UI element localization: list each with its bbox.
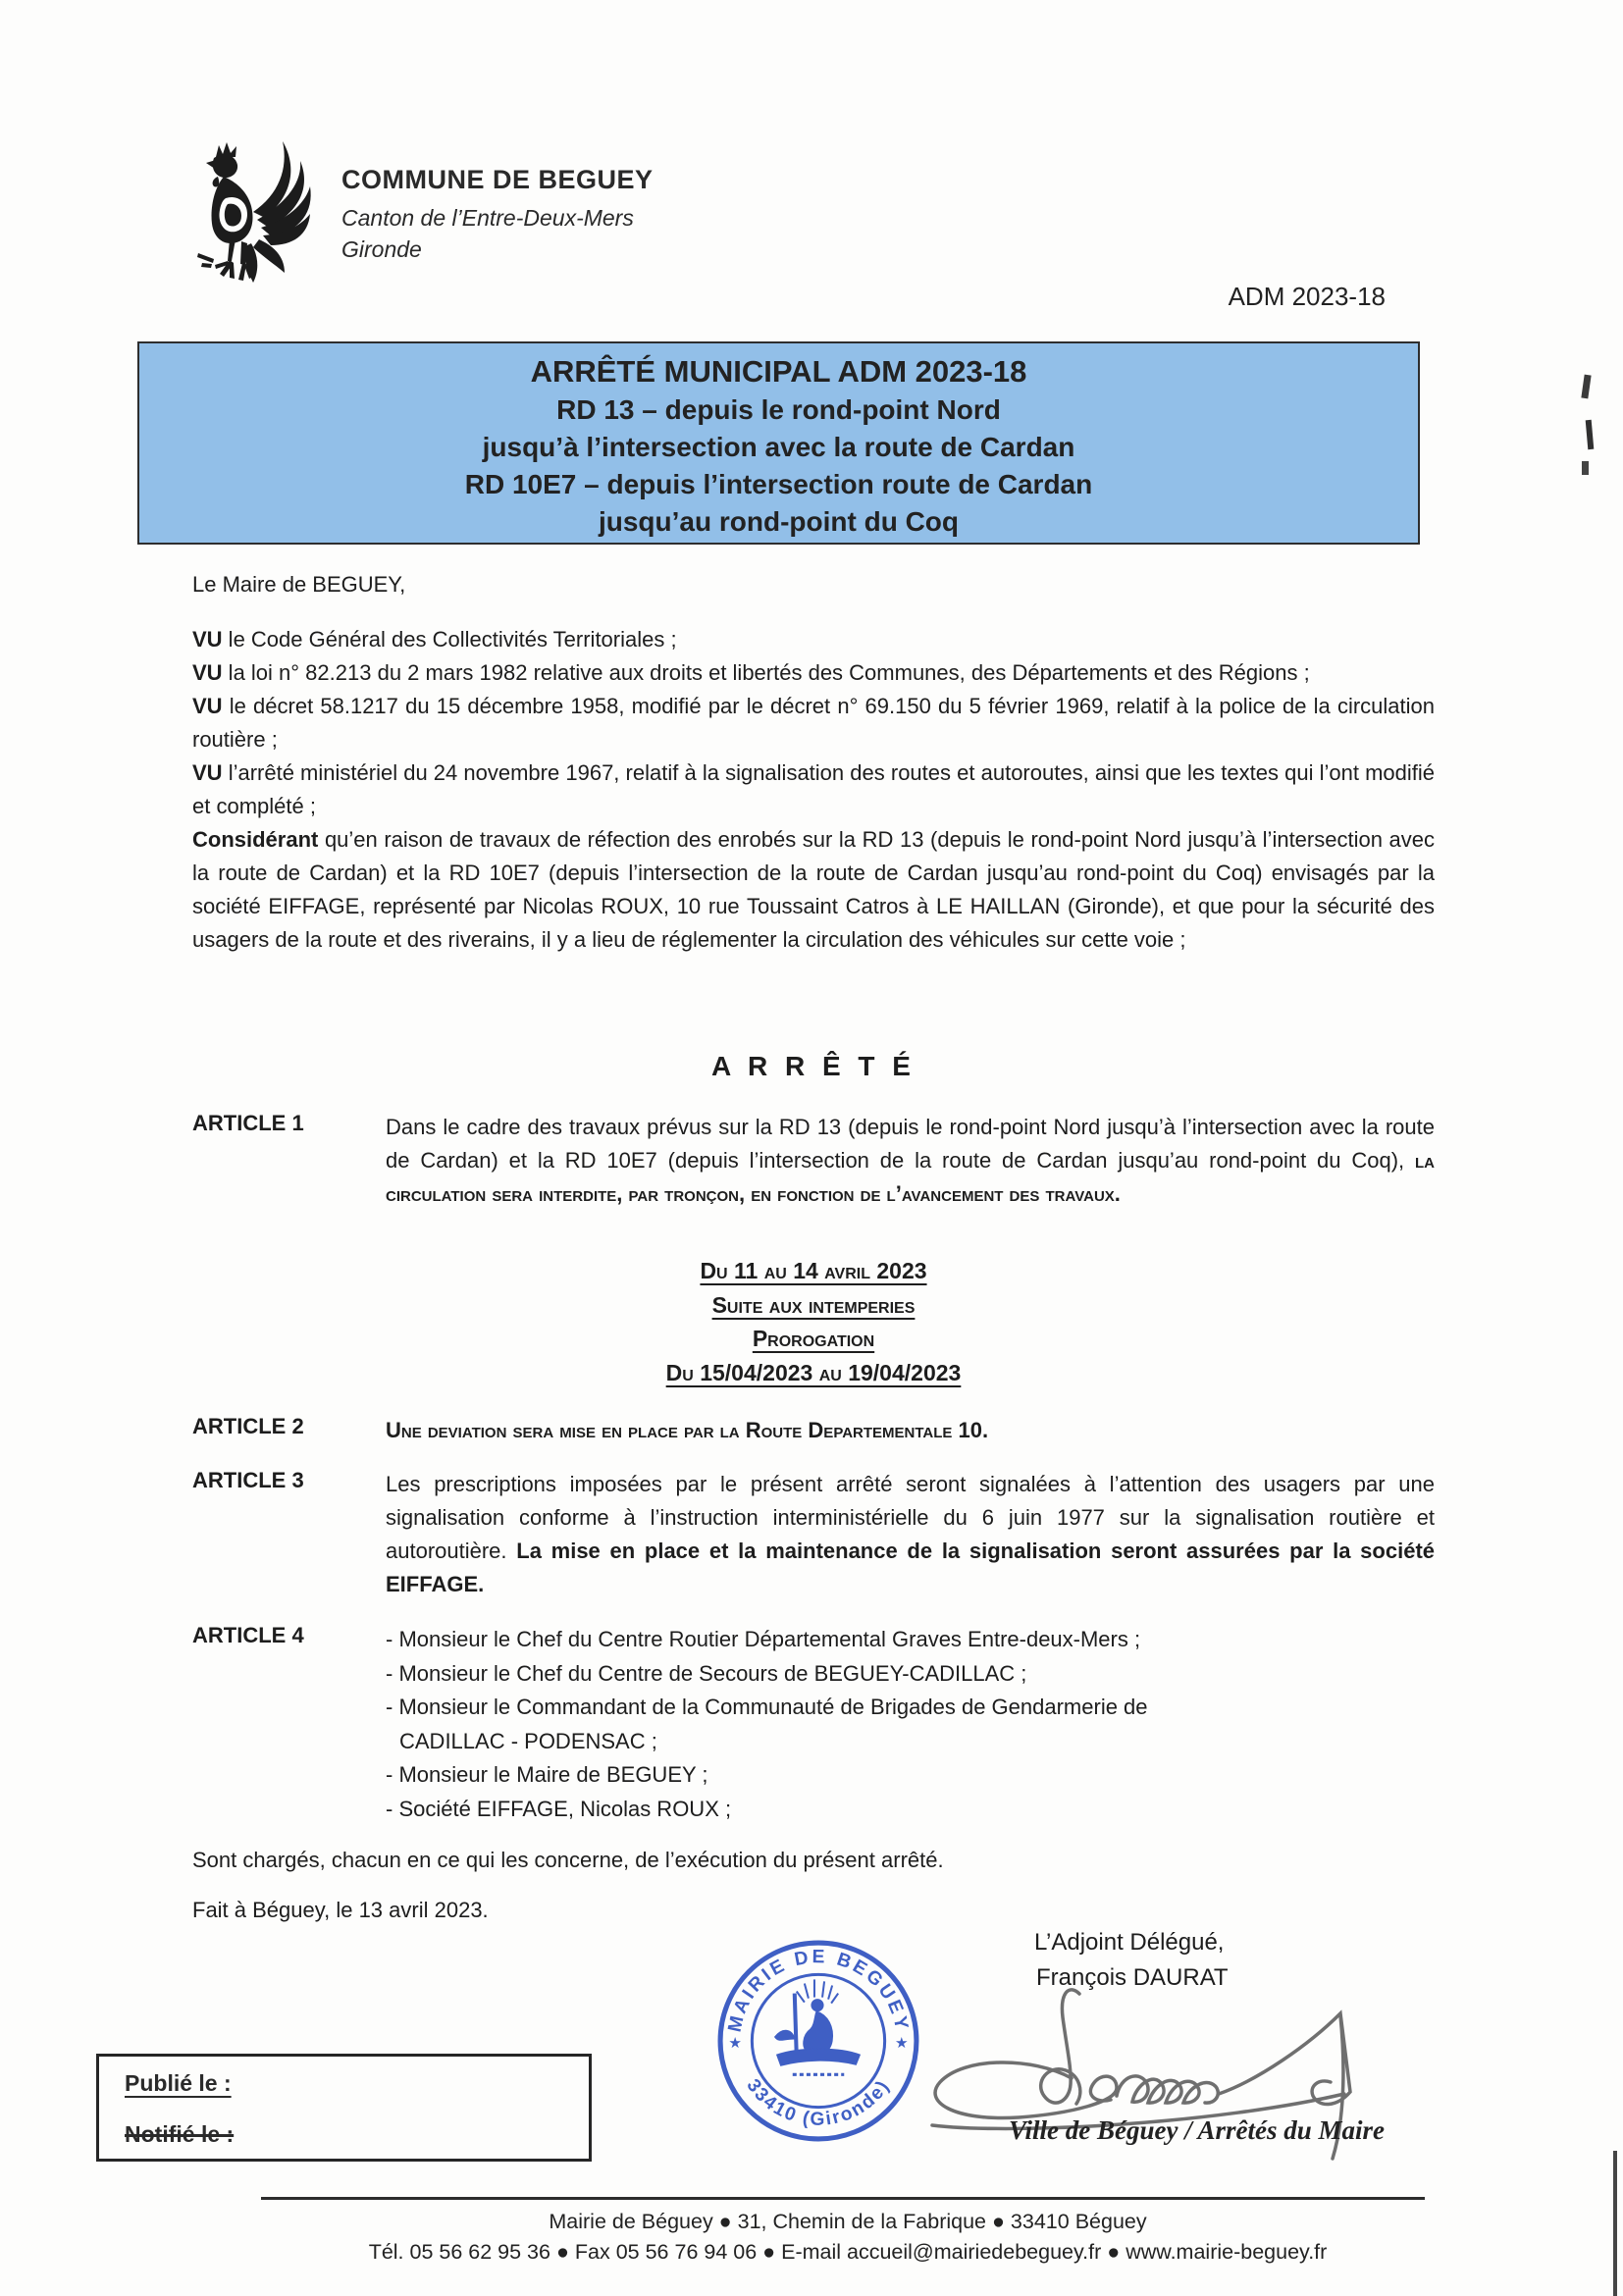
article-1-label: ARTICLE 1: [192, 1111, 304, 1135]
clause-lead: VU: [192, 627, 223, 652]
clause-lead: VU: [192, 760, 223, 785]
recipient-item: - Monsieur le Chef du Centre Routier Départemental Graves Entre-deux-Mers ;: [386, 1627, 1141, 1651]
date-place-line: Fait à Béguey, le 13 avril 2023.: [192, 1898, 489, 1922]
opening-line: Le Maire de BEGUEY,: [192, 572, 406, 597]
document-reference: ADM 2023-18: [1228, 282, 1386, 311]
article-1-text: Dans le cadre des travaux prévus sur la RD 13 (depuis le rond-point Nord jusqu’à l’intersection avec la route de Cardan) et la RD 10E7 (depuis l’intersection de la route de Cardan jusqu’au rond-point du Coq),: [386, 1115, 1435, 1173]
publish-box: [96, 2054, 592, 2162]
footer-divider: [261, 2197, 1425, 2200]
article-4-label: ARTICLE 4: [192, 1623, 304, 1647]
vu-clause: [192, 656, 1435, 690]
published-label: Publié le :: [125, 2070, 232, 2096]
clause-text: la loi n° 82.213 du 2 mars 1982 relative aux droits et libertés des Communes, des Départements et des Régions ;: [222, 660, 1310, 685]
article-1: [192, 1111, 1435, 1211]
title-line-3: jusqu’à l’intersection avec la route de Cardan: [482, 432, 1075, 462]
scan-edge-artifact: [1613, 2151, 1617, 2296]
scan-mark-artifact: [1581, 375, 1591, 399]
vu-clause: [192, 623, 1435, 656]
article-3: [192, 1468, 1435, 1601]
stamp-star-right-icon: ★: [895, 2035, 909, 2053]
article-2-body: [386, 1414, 1435, 1447]
clause-text: qu’en raison de travaux de réfection des enrobés sur la RD 13 (depuis le rond-point Nord jusqu’à l’intersection avec la route de Cardan) et la RD 10E7 (depuis l’intersection de la route de Cardan jusqu’au rond-point du Coq) envisagés par la société EIFFAGE, représenté par Nicolas ROUX, 10 rue Toussaint Catros à LE HAILLAN (Gironde), et que pour la sécurité des usagers de la route et des riverains, il y a lieu de réglementer la circulation des véhicules sur cette voie ;: [192, 827, 1435, 952]
article-3-body: [386, 1468, 1435, 1601]
title-line-2: RD 13 – depuis le rond-point Nord: [556, 394, 1001, 425]
recipient-item: - Société EIFFAGE, Nicolas ROUX ;: [386, 1796, 732, 1821]
canton-line: Canton de l’Entre-Deux-Mers: [341, 205, 634, 231]
vu-clause: [192, 690, 1435, 757]
stamp-top-text: MAIRIE DE BEGUEY: [724, 1947, 913, 2034]
closing-line: Sont chargés, chacun en ce qui les concerne, de l’exécution du présent arrêté.: [192, 1848, 944, 1872]
clause-text: le décret 58.1217 du 15 décembre 1958, modifié par le décret n° 69.150 du 5 février 1969, relatif à la police de la circulation routière ;: [192, 694, 1435, 752]
schedule-block: [192, 1254, 1435, 1389]
recipient-item: - Monsieur le Maire de BEGUEY ;: [386, 1762, 708, 1787]
title-line-5: jusqu’au rond-point du Coq: [598, 506, 960, 537]
stamp-emblem-icon: [775, 1979, 861, 2074]
clause-text: le Code Général des Collectivités Territoriales ;: [222, 627, 677, 652]
mairie-stamp: [714, 1937, 922, 2145]
signature-caption: Ville de Béguey / Arrêtés du Maire: [1009, 2115, 1385, 2145]
notified-label: Notifié le :: [125, 2121, 235, 2147]
considerant-clause: [192, 823, 1435, 957]
schedule-prorogation: Prorogation: [752, 1326, 875, 1351]
stamp-bottom-text: 33410 (Gironde): [742, 2075, 895, 2130]
footer-address: Mairie de Béguey ● 31, Chemin de la Fabrique ● 33410 Béguey: [549, 2210, 1147, 2233]
article-3-text: Les prescriptions imposées par le présent arrêté seront signalées à l’attention des usagers par une signalisation conforme à l’instruction interministérielle du 6 juin 1977 sur la signalisation routière et autoroutière.: [386, 1472, 1435, 1563]
recipient-item: - Monsieur le Commandant de la Communauté de Brigades de Gendarmerie de: [386, 1695, 1148, 1719]
commune-name: COMMUNE DE BEGUEY: [341, 165, 654, 194]
article-1-body: [386, 1111, 1435, 1211]
signatory-role: L’Adjoint Délégué,: [1034, 1929, 1225, 1956]
article-3-label: ARTICLE 3: [192, 1468, 304, 1492]
recipient-item: - Monsieur le Chef du Centre de Secours de BEGUEY-CADILLAC ;: [386, 1660, 1027, 1686]
arrete-title: ARRÊTÉ MUNICIPAL ADM 2023-18: [530, 354, 1027, 389]
scan-mark-artifact: [1586, 420, 1595, 449]
footer-contacts: Tél. 05 56 62 95 36 ● Fax 05 56 76 94 06 ● E-mail accueil@mairiedebeguey.fr ● www.mairie-beguey.fr: [368, 2240, 1328, 2264]
article-2-label: ARTICLE 2: [192, 1414, 304, 1438]
preamble: [192, 572, 1435, 957]
stamp-star-left-icon: ★: [728, 2035, 742, 2053]
title-box: [137, 341, 1420, 545]
signatory-name: François DAURAT: [1036, 1964, 1229, 1991]
departement-line: Gironde: [341, 236, 422, 262]
article-4: [192, 1623, 1435, 1826]
vu-clause: [192, 757, 1435, 823]
clause-lead: Considérant: [192, 827, 319, 852]
article-3-bold-text: La mise en place et la maintenance de la signalisation seront assurées par la société EIFFAGE.: [386, 1539, 1436, 1596]
schedule-reason: Suite aux intemperies: [711, 1291, 916, 1318]
article-2: [192, 1414, 1435, 1447]
recipient-item-continued: CADILLAC - PODENSAC ;: [399, 1728, 657, 1753]
letterhead: [341, 167, 654, 261]
clause-text: l’arrêté ministériel du 24 novembre 1967, relatif à la signalisation des routes et autoroutes, ainsi que les textes qui l’ont modifié et complété ;: [192, 760, 1435, 818]
decision-heading: A R R Ê T É: [711, 1051, 916, 1081]
article-4-body: [386, 1623, 1435, 1826]
clause-lead: VU: [192, 660, 223, 685]
article-2-smallcaps: Une deviation sera mise en place par la Route Departementale 10.: [386, 1418, 989, 1442]
article-1-smallcaps: la circulation sera interdite, par tronçon, en fonction de l’avancement des travaux.: [386, 1148, 1435, 1206]
scan-mark-artifact: [1582, 461, 1589, 475]
schedule-dates-2: Du 15/04/2023 au 19/04/2023: [665, 1359, 962, 1385]
title-line-4: RD 10E7 – depuis l’intersection route de Cardan: [464, 469, 1093, 499]
schedule-dates-1: Du 11 au 14 avril 2023: [700, 1258, 927, 1283]
footer: [261, 2207, 1435, 2268]
rooster-logo-icon: [194, 137, 320, 290]
clause-lead: VU: [192, 694, 223, 718]
